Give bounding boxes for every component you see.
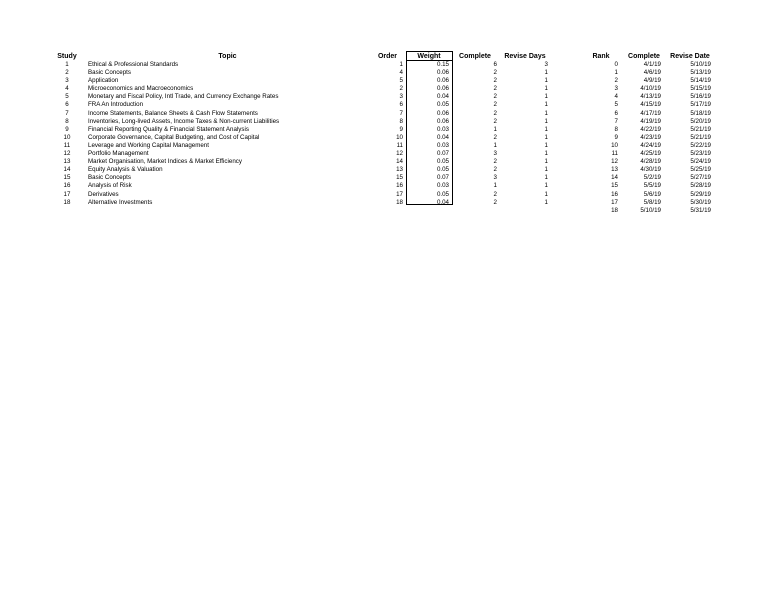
table-cell: 1 xyxy=(544,182,548,190)
table-cell: 12 xyxy=(63,150,71,158)
schedule-cell: 5/16/19 xyxy=(690,93,711,101)
table-cell: 0.06 xyxy=(436,77,449,85)
table-cell: 2 xyxy=(493,190,497,198)
table-cell: 0.03 xyxy=(436,125,449,133)
schedule-cell: 9 xyxy=(614,133,618,141)
schedule-cell: 5/17/19 xyxy=(690,101,711,109)
header-revise-date: Revise Date xyxy=(670,53,710,60)
schedule-cell: 4/1/19 xyxy=(643,61,661,68)
table-cell: 18 xyxy=(63,198,71,206)
table-cell: 5 xyxy=(399,77,403,85)
table-cell: 1 xyxy=(544,93,548,101)
table-cell: 1 xyxy=(544,77,548,85)
table-cell: 0.05 xyxy=(436,158,449,166)
schedule-cell: 0 xyxy=(614,61,618,68)
table-cell: 2 xyxy=(493,77,497,85)
table-cell: 16 xyxy=(396,182,403,190)
table-cell: 1 xyxy=(544,85,548,93)
schedule-cell: 3 xyxy=(614,85,618,93)
schedule-cell: 7 xyxy=(614,117,618,125)
schedule-cell: 6 xyxy=(614,109,618,117)
schedule-cell: 5/23/19 xyxy=(690,150,711,158)
table-cell: 5 xyxy=(65,93,69,101)
table-cell: 14 xyxy=(63,166,71,174)
table-cell: 0.03 xyxy=(436,141,449,149)
table-cell: 15 xyxy=(396,174,403,182)
table-cell: 0.05 xyxy=(436,166,449,174)
table-cell: 0.06 xyxy=(436,117,449,125)
table-cell: 2 xyxy=(493,101,497,109)
table-cell: 3 xyxy=(544,61,548,68)
rank-column xyxy=(590,61,618,215)
table-cell: Income Statements, Balance Sheets & Cash Flow Statements xyxy=(88,109,258,117)
table-cell: 0.04 xyxy=(436,133,449,141)
schedule-cell: 5/14/19 xyxy=(690,77,711,85)
schedule-cell: 4/24/19 xyxy=(640,141,661,149)
table-cell: 0.06 xyxy=(436,85,449,93)
schedule-cell: 14 xyxy=(611,174,618,182)
table-cell: 1 xyxy=(544,109,548,117)
table-cell: 6 xyxy=(399,101,403,109)
table-cell: 2 xyxy=(493,109,497,117)
study-column xyxy=(54,61,80,207)
table-cell: Ethical & Professional Standards xyxy=(88,61,179,68)
table-cell: 10 xyxy=(63,133,71,141)
table-cell: 3 xyxy=(399,93,403,101)
table-cell: 9 xyxy=(65,125,69,133)
table-cell: 1 xyxy=(544,150,548,158)
complete-date-column xyxy=(625,61,661,215)
schedule-cell: 4 xyxy=(614,93,618,101)
table-cell: 1 xyxy=(544,69,548,77)
table-cell: 1 xyxy=(493,182,497,190)
header-topic: Topic xyxy=(218,53,237,60)
table-cell: FRA An Introduction xyxy=(88,101,144,109)
table-cell: 13 xyxy=(63,158,71,166)
table-cell: Analysis of Risk xyxy=(88,182,132,190)
header-complete: Complete xyxy=(459,53,491,60)
schedule-cell: 5/30/19 xyxy=(690,198,711,206)
schedule-cell: 4/6/19 xyxy=(643,69,661,77)
schedule-cell: 5/2/19 xyxy=(643,174,661,182)
schedule-cell: 5/10/19 xyxy=(640,206,661,214)
schedule-cell: 4/19/19 xyxy=(640,117,661,125)
schedule-cell: 5/8/19 xyxy=(643,198,661,206)
table-cell: 1 xyxy=(544,101,548,109)
table-cell: 3 xyxy=(493,174,497,182)
schedule-cell: 4/22/19 xyxy=(640,125,661,133)
table-cell: 7 xyxy=(65,109,69,117)
table-cell: 3 xyxy=(493,150,497,158)
table-cell: 15 xyxy=(63,174,71,182)
schedule-cell: 5/10/19 xyxy=(690,61,711,68)
table-cell: 3 xyxy=(65,77,69,85)
schedule-cell: 11 xyxy=(611,150,618,158)
table-cell: 11 xyxy=(63,141,71,149)
header-complete-date: Complete xyxy=(628,53,660,60)
schedule-cell: 15 xyxy=(611,182,618,190)
schedule-cell: 5/13/19 xyxy=(690,69,711,77)
schedule-cell: 4/28/19 xyxy=(640,158,661,166)
table-cell: Equity Analysis & Valuation xyxy=(88,166,163,174)
schedule-cell: 4/17/19 xyxy=(640,109,661,117)
table-cell: Inventories, Long-lived Assets, Income Taxes & Non-current Liabilities xyxy=(88,117,280,125)
schedule-cell: 4/23/19 xyxy=(640,133,661,141)
table-cell: 2 xyxy=(65,69,69,77)
table-cell: 1 xyxy=(544,158,548,166)
table-cell: Portfolio Management xyxy=(88,150,149,158)
table-cell: 0.15 xyxy=(436,61,449,68)
table-cell: 12 xyxy=(396,150,403,158)
header-weight: Weight xyxy=(417,53,441,60)
topic-column xyxy=(88,61,368,207)
table-cell: 13 xyxy=(396,166,403,174)
table-cell: 2 xyxy=(399,85,403,93)
table-cell: Financial Reporting Quality & Financial Statement Analysis xyxy=(88,125,249,133)
schedule-cell: 5/31/19 xyxy=(690,206,711,214)
table-cell: 1 xyxy=(544,141,548,149)
table-cell: 16 xyxy=(63,182,71,190)
table-cell: 1 xyxy=(544,198,548,206)
schedule-cell: 5/29/19 xyxy=(690,190,711,198)
revise-days-column xyxy=(520,61,548,207)
table-cell: 0.07 xyxy=(436,150,449,158)
table-cell: 18 xyxy=(396,198,403,206)
table-cell: Application xyxy=(88,77,119,85)
table-cell: 0.05 xyxy=(436,101,449,109)
table-cell: Alternative Investments xyxy=(88,198,153,206)
order-column xyxy=(370,61,403,207)
table-cell: Market Organisation, Market Indices & Market Efficiency xyxy=(88,158,242,166)
schedule-cell: 5/21/19 xyxy=(690,125,711,133)
complete-column xyxy=(470,61,497,207)
table-cell: 1 xyxy=(544,166,548,174)
table-cell: 2 xyxy=(493,198,497,206)
schedule-cell: 2 xyxy=(614,77,618,85)
schedule-cell: 8 xyxy=(614,125,618,133)
table-cell: 0.06 xyxy=(436,69,449,77)
table-cell: 2 xyxy=(493,158,497,166)
table-cell: 7 xyxy=(399,109,403,117)
schedule-cell: 4/13/19 xyxy=(640,93,661,101)
schedule-cell: 5/6/19 xyxy=(643,190,661,198)
table-cell: 0.05 xyxy=(436,190,449,198)
table-cell: Basic Concepts xyxy=(88,174,131,182)
table-cell: Corporate Governance, Capital Budgeting, and Cost of Capital xyxy=(88,133,260,141)
table-cell: 4 xyxy=(65,85,69,93)
schedule-cell: 1 xyxy=(614,69,618,77)
table-cell: 2 xyxy=(493,85,497,93)
header-revise-days: Revise Days xyxy=(504,53,546,60)
table-cell: 2 xyxy=(493,117,497,125)
weight-column xyxy=(412,61,449,207)
table-cell: 4 xyxy=(399,69,403,77)
schedule-cell: 5 xyxy=(614,101,618,109)
table-cell: Leverage and Working Capital Management xyxy=(88,141,209,149)
schedule-cell: 10 xyxy=(611,141,618,149)
header-rank: Rank xyxy=(592,53,610,60)
table-cell: 1 xyxy=(493,141,497,149)
table-cell: 11 xyxy=(396,141,403,149)
table-cell: 8 xyxy=(399,117,403,125)
schedule-cell: 5/25/19 xyxy=(690,166,711,174)
table-cell: 1 xyxy=(399,61,403,68)
table-cell: 1 xyxy=(544,174,548,182)
table-cell: Microeconomics and Macroeconomics xyxy=(88,85,194,93)
table-cell: 2 xyxy=(493,69,497,77)
schedule-cell: 4/10/19 xyxy=(640,85,661,93)
table-cell: Monetary and Fiscal Policy, Intl Trade, and Currency Exchange Rates xyxy=(88,93,279,101)
table-cell: 14 xyxy=(396,158,403,166)
schedule-cell: 12 xyxy=(611,158,618,166)
table-cell: 9 xyxy=(399,125,403,133)
schedule-cell: 5/21/19 xyxy=(690,133,711,141)
table-cell: 1 xyxy=(65,61,69,68)
table-cell: 2 xyxy=(493,166,497,174)
revise-date-column xyxy=(670,61,711,215)
table-cell: 1 xyxy=(544,190,548,198)
schedule-cell: 13 xyxy=(611,166,618,174)
schedule-cell: 5/20/19 xyxy=(690,117,711,125)
table-cell: 0.03 xyxy=(436,182,449,190)
schedule-cell: 5/27/19 xyxy=(690,174,711,182)
table-cell: 2 xyxy=(493,133,497,141)
schedule-cell: 5/24/19 xyxy=(690,158,711,166)
schedule-cell: 5/15/19 xyxy=(690,85,711,93)
schedule-cell: 4/30/19 xyxy=(640,166,661,174)
schedule-cell: 18 xyxy=(611,206,618,214)
table-cell: 0.06 xyxy=(436,109,449,117)
table-cell: 1 xyxy=(544,117,548,125)
table-cell: 17 xyxy=(63,190,71,198)
table-cell: 1 xyxy=(544,125,548,133)
table-cell: 8 xyxy=(65,117,69,125)
header-study: Study xyxy=(57,53,77,60)
header-order: Order xyxy=(377,53,397,60)
schedule-cell: 4/25/19 xyxy=(640,150,661,158)
table-cell: 6 xyxy=(493,61,497,68)
table-cell: 17 xyxy=(396,190,403,198)
table-cell: 10 xyxy=(396,133,403,141)
schedule-cell: 5/18/19 xyxy=(690,109,711,117)
table-cell: Basic Concepts xyxy=(88,69,131,77)
schedule-cell: 5/22/19 xyxy=(690,141,711,149)
schedule-cell: 5/5/19 xyxy=(643,182,661,190)
table-cell: Derivatives xyxy=(88,190,119,198)
schedule-cell: 5/28/19 xyxy=(690,182,711,190)
schedule-cell: 16 xyxy=(611,190,618,198)
table-cell: 2 xyxy=(493,93,497,101)
table-cell: 1 xyxy=(493,125,497,133)
table-cell: 6 xyxy=(65,101,69,109)
table-cell: 1 xyxy=(544,133,548,141)
schedule-cell: 4/9/19 xyxy=(643,77,661,85)
schedule-cell: 17 xyxy=(611,198,618,206)
table-cell: 0.04 xyxy=(436,198,449,206)
table-cell: 0.07 xyxy=(436,174,449,182)
schedule-cell: 4/15/19 xyxy=(640,101,661,109)
table-cell: 0.04 xyxy=(436,93,449,101)
